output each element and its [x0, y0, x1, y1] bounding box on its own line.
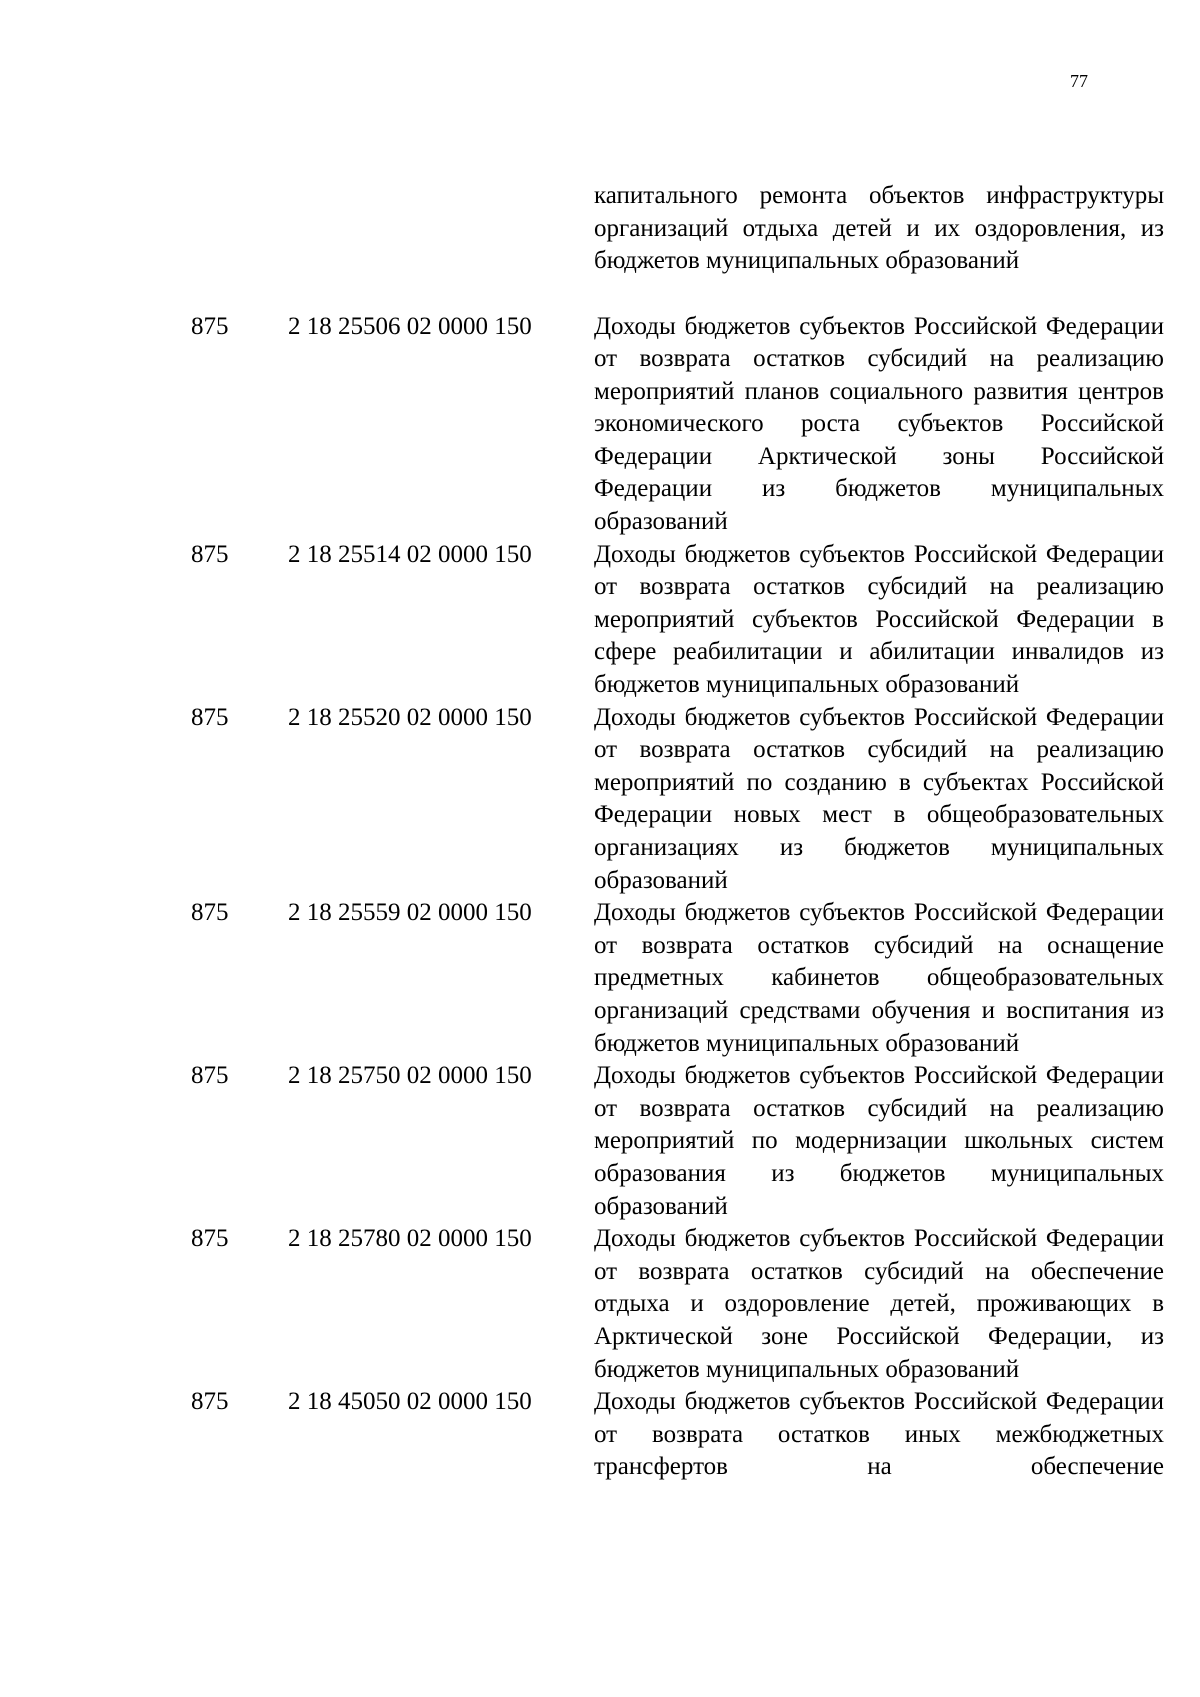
admin-code: 875 [191, 703, 229, 731]
budget-classification-code: 2 18 25506 02 0000 150 [288, 312, 532, 340]
admin-code: 875 [191, 540, 229, 568]
revenue-description: Доходы бюджетов субъектов Российской Федерации от возврата остатков субсидий на реализацию мероприятий по созданию в субъектах Российской Федерации новых мест в общеобразовательных организациях из бюджетов муниципальных образований [594, 703, 1164, 894]
table-row [0, 1060, 1200, 1223]
budget-classification-code: 2 18 25750 02 0000 150 [288, 1062, 532, 1090]
admin-code: 875 [191, 1225, 229, 1253]
admin-code: 875 [191, 312, 229, 340]
table-row [0, 539, 1200, 702]
continuation-description: капитального ремонта объектов инфраструктуры организаций отдыха детей и их оздоровления, из бюджетов муниципальных образований [594, 182, 1164, 275]
admin-code: 875 [191, 1388, 229, 1416]
table-row [0, 1386, 1200, 1484]
table-row [0, 1223, 1200, 1386]
revenue-description: Доходы бюджетов субъектов Российской Федерации от возврата остатков субсидий на обеспечение отдыха и оздоровление детей, проживающих в Арктической зоне Российской Федерации, из бюджетов муниципальных образований [594, 1225, 1164, 1383]
revenue-codes-table [0, 311, 1200, 1484]
admin-code: 875 [191, 1062, 229, 1090]
revenue-description: Доходы бюджетов субъектов Российской Федерации от возврата остатков субсидий на реализацию мероприятий по модернизации школьных систем образования из бюджетов муниципальных образований [594, 1062, 1164, 1220]
table-row [0, 897, 1200, 1060]
budget-classification-code: 2 18 25559 02 0000 150 [288, 899, 532, 927]
table-row [0, 702, 1200, 898]
revenue-description: Доходы бюджетов субъектов Российской Федерации от возврата остатков субсидий на реализацию мероприятий планов социального развития центров экономического роста субъектов Российской Федерации Арктической зоны Российской Федерации из бюджетов муниципальных образований [594, 312, 1164, 536]
admin-code: 875 [191, 899, 229, 927]
budget-classification-code: 2 18 45050 02 0000 150 [288, 1388, 532, 1416]
budget-classification-code: 2 18 25514 02 0000 150 [288, 540, 532, 568]
budget-classification-code: 2 18 25520 02 0000 150 [288, 703, 532, 731]
budget-classification-code: 2 18 25780 02 0000 150 [288, 1225, 532, 1253]
revenue-description: Доходы бюджетов субъектов Российской Федерации от возврата остатков субсидий на реализацию мероприятий субъектов Российской Федерации в сфере реабилитации и абилитации инвалидов из бюджетов муниципальных образований [594, 540, 1164, 699]
table-row [0, 311, 1200, 539]
revenue-description: Доходы бюджетов субъектов Российской Федерации от возврата остатков субсидий на оснащение предметных кабинетов общеобразовательных организаций средствами обучения и воспитания из бюджетов муниципальных образований [594, 899, 1164, 1057]
page-number: 77 [1070, 71, 1088, 91]
revenue-description: Доходы бюджетов субъектов Российской Федерации от возврата остатков иных межбюджетных трансфертов на обеспечение [594, 1388, 1164, 1481]
